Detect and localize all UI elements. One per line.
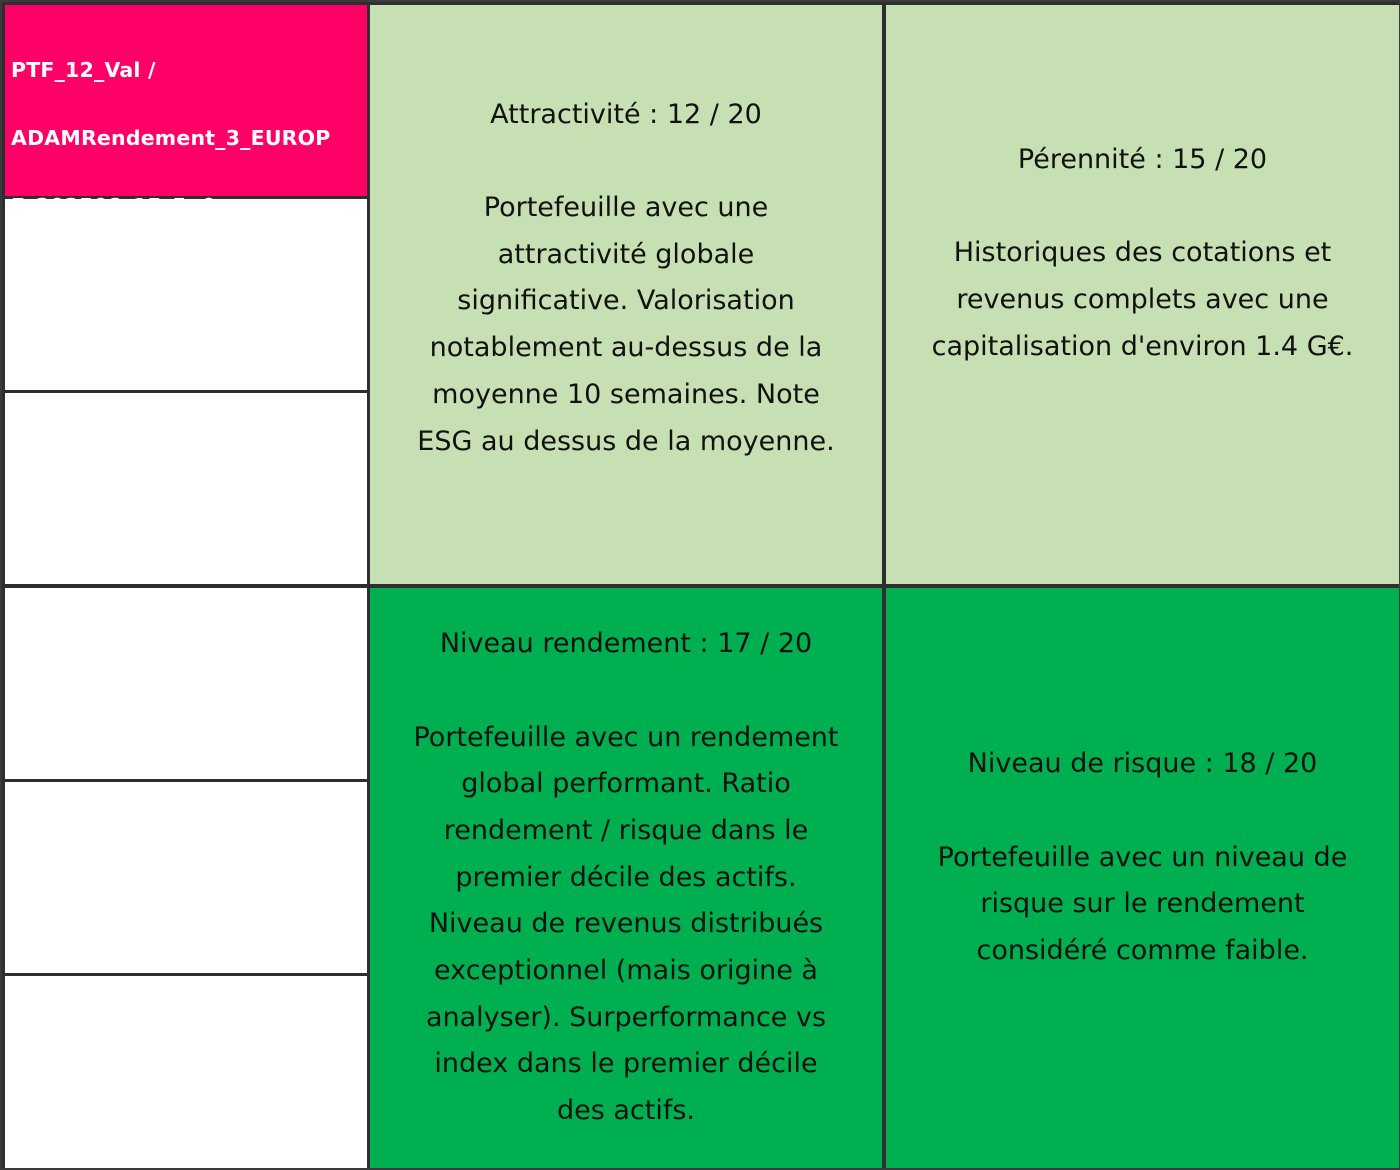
desc-line: moyenne 10 semaines. Note [432,378,820,410]
desc-line: exceptionnel (mais origine à [434,955,818,987]
rendement-description [413,715,838,1135]
desc-line: analyser). Surperformance vs [425,1001,827,1033]
desc-line: capitalisation d'environ 1.4 G€. [931,330,1354,362]
empty-cell-3 [5,588,367,779]
desc-line: index dans le premier décile [434,1048,818,1080]
empty-cell-5 [5,976,367,1168]
attractivite-description [417,185,834,465]
perennite-heading: Pérennité : 15 / 20 [1017,143,1268,175]
desc-line: attractivité globale [497,238,755,270]
risque-card [886,588,1399,1168]
desc-line: revenus complets avec une [956,283,1329,315]
attractivite-heading: Attractivité : 12 / 20 [490,98,762,130]
desc-line: Historiques des cotations et [953,237,1332,269]
desc-line: Portefeuille avec un rendement [413,721,839,753]
portfolio-title-cell [5,5,367,196]
desc-line: considéré comme faible. [976,935,1309,967]
desc-line: premier décile des actifs. [455,861,797,893]
portfolio-title-line: ADAMRendement_3_EUROP [11,126,331,150]
perennite-card [886,5,1399,584]
risque-heading: Niveau de risque : 18 / 20 [967,748,1318,780]
desc-line: Niveau de revenus distribués [428,908,824,940]
perennite-description [932,230,1354,370]
attractivite-card [370,5,882,584]
desc-line: global performant. Ratio [461,768,791,800]
empty-cell-4 [5,782,367,973]
desc-line: Portefeuille avec une [483,192,769,224]
desc-line: notablement au-dessus de la [429,332,823,364]
rendement-heading: Niveau rendement : 17 / 20 [439,628,813,660]
desc-line: ESG au dessus de la moyenne. [417,425,835,457]
rendement-card [370,588,882,1168]
desc-line: rendement / risque dans le [443,814,809,846]
empty-cell-2 [5,393,367,584]
portfolio-title-line: PTF_12_Val / [11,58,156,82]
risque-description [938,835,1348,975]
desc-line: significative. Valorisation [457,285,795,317]
desc-line: Portefeuille avec un niveau de [937,841,1348,873]
desc-line: des actifs. [556,1095,696,1127]
empty-cell-1 [5,199,367,390]
desc-line: risque sur le rendement [980,888,1305,920]
